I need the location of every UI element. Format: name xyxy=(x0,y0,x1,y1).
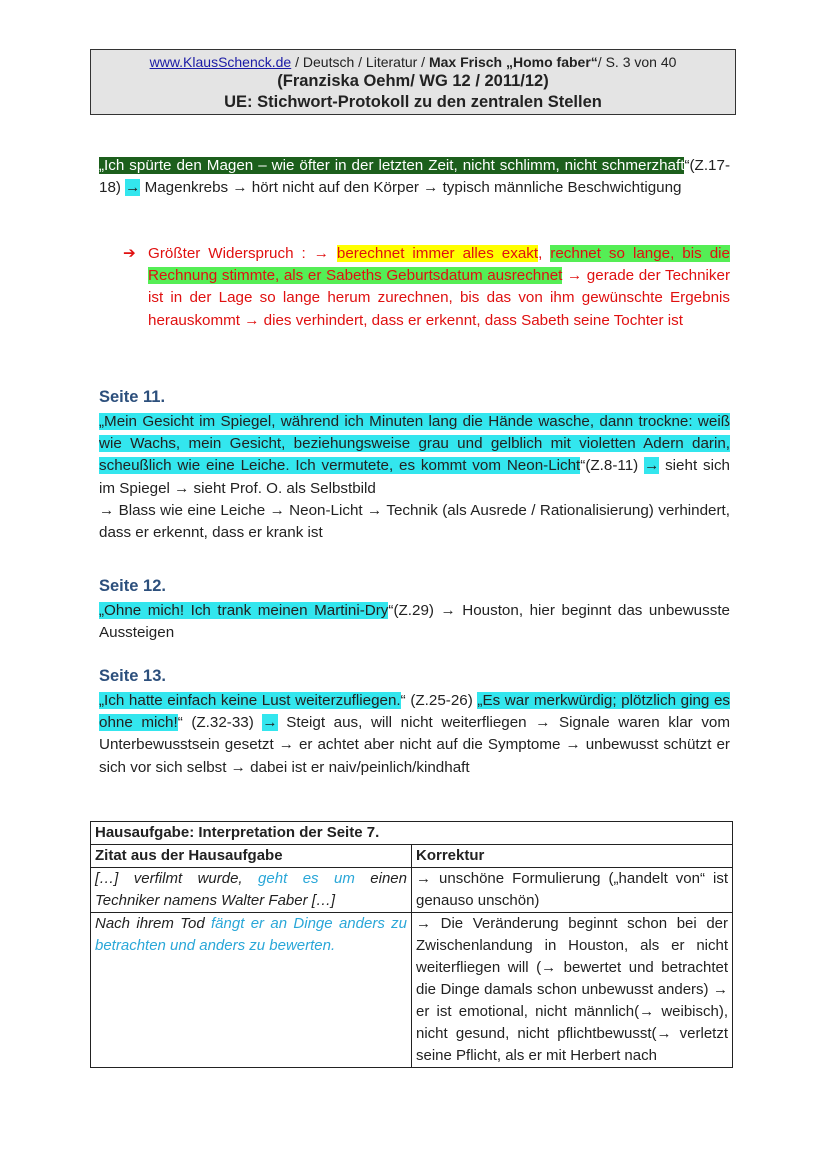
line-ref-2: “ (Z.32-33) xyxy=(177,714,263,732)
comma: , xyxy=(538,245,551,262)
comment-text: sieht sich im Spiegel → sieht Prof. O. als Selbstbild xyxy=(99,457,730,497)
table-cell-zitat xyxy=(91,868,412,913)
table-row xyxy=(91,868,733,913)
table-title-row xyxy=(91,822,733,845)
comment-text: “(Z.29) → Houston, hier beginnt das unbewusste Aussteigen xyxy=(99,602,730,642)
header-page: / S. 3 von 40 xyxy=(597,54,677,70)
highlight-yellow: berechnet immer alles exakt xyxy=(336,245,539,262)
table-title: Hausaufgabe: Interpretation der Seite 7. xyxy=(91,822,733,845)
quote-highlight: „Mein Gesicht im Spiegel, während ich Minuten lang die Hände wasche, dann trockne: weiß wie Wachs, mein Gesicht, beziehungsweise grau und gelblich mit violetten Adern darin, scheußlich wie eine Leiche. Ich vermutete, es kommt vom Neon-Licht xyxy=(99,413,730,475)
comment-text: Magenkrebs → hört nicht auf den Körper → typisch männliche Beschwichtigung xyxy=(140,179,682,197)
header-work: Max Frisch „Homo faber“ xyxy=(428,54,598,70)
homework-table xyxy=(90,821,733,1068)
header-line-1 xyxy=(91,53,735,71)
header-title: UE: Stichwort-Protokoll zu den zentralen Stellen xyxy=(224,93,602,111)
quote-highlight: „Ohne mich! Ich trank meinen Martini-Dry xyxy=(99,602,389,619)
paragraph-magen xyxy=(99,155,730,199)
column-header-zitat: Zitat aus der Hausaufgabe xyxy=(91,845,412,868)
highlight-green: rechnet so lange, bis die Rechnung stimmte, als er Sabeths Geburtsdatum ausrechnet xyxy=(148,245,730,285)
line-ref: “(Z.17-18) xyxy=(99,157,730,197)
cell-text: einen Techniker namens Walter Faber […] xyxy=(95,870,407,909)
table-row xyxy=(91,913,733,1068)
lead-text: Größter Widerspruch : → xyxy=(148,245,337,262)
table-cell-zitat xyxy=(91,913,412,1068)
quote-highlight-1: „Ich hatte einfach keine Lust weiterzufliegen. xyxy=(99,692,401,709)
comment-text-2: → Blass wie eine Leiche → Neon-Licht → Technik (als Ausrede / Rationalisierung) verhindert, dass er erkennt, dass er krank ist xyxy=(99,501,730,542)
line-ref: “(Z.8-11) xyxy=(580,457,645,475)
table-cell-korrektur: → unschöne Formulierung („handelt von“ ist genauso unschön) xyxy=(412,868,733,913)
heading-seite-13: Seite 13. xyxy=(99,667,166,685)
line-ref-1: “ (Z.25-26) xyxy=(400,692,478,709)
cell-text: […] verfilmt wurde, xyxy=(95,870,259,887)
cell-text: Nach ihrem Tod xyxy=(95,915,212,932)
arrow-icon: → xyxy=(644,457,660,475)
arrow-icon: → xyxy=(125,179,141,197)
page-header xyxy=(90,49,736,115)
paragraph-seite-12 xyxy=(99,600,730,644)
paragraph-widerspruch xyxy=(123,243,731,332)
quote-highlight: „Ich spürte den Magen – wie öfter in der letzten Zeit, nicht schlimm, nicht schmerzhaft xyxy=(99,157,685,174)
bullet-arrow-icon: ➔ xyxy=(123,245,136,262)
paragraph-seite-11 xyxy=(99,411,730,544)
comment-text: Steigt aus, will nicht weiterfliegen → Signale waren klar vom Unterbewusstsein gesetzt → er achtet aber nicht auf die Symptome → unbewusst schützt er sich vor sich selbst → dabei ist er naiv/peinlich/kindhaft xyxy=(99,714,731,776)
arrow-icon: → xyxy=(262,714,278,732)
comment-text: → gerade der Techniker ist in der Lage so lange herum zurechnen, bis das von ihm gewünschte Ergebnis herauskommt → dies verhindert, dass er erkennt, dass Sabeth seine Tochter ist xyxy=(148,267,731,329)
table-cell-korrektur: → Die Veränderung beginnt schon bei der Zwischenlandung in Houston, als er nicht weiterfliegen will (→ bewertet und betrachtet die Dinge damals schon unbewusst anders) → er ist emotional, nicht männlich(→ weibisch), nicht gesund, nicht pflichtbewusst(→ verletzt seine Pflicht, als er mit Herbert nach xyxy=(412,913,733,1068)
heading-seite-11: Seite 11. xyxy=(99,388,166,406)
header-path: / Deutsch / Literatur / xyxy=(291,54,429,70)
cell-text-blue: fängt er an Dinge anders zu betrachten und anders zu bewerten. xyxy=(95,915,407,954)
site-link[interactable]: www.KlausSchenck.de xyxy=(149,54,292,70)
table-header-row xyxy=(91,845,733,868)
column-header-korrektur: Korrektur xyxy=(412,845,733,868)
cell-text-blue: geht es um xyxy=(258,870,355,887)
heading-seite-12: Seite 12. xyxy=(99,577,166,595)
header-author: (Franziska Oehm/ WG 12 / 2011/12) xyxy=(277,72,549,90)
quote-highlight-2: „Es war merkwürdig; plötzlich ging es ohne mich! xyxy=(99,692,731,732)
paragraph-seite-13 xyxy=(99,690,730,779)
